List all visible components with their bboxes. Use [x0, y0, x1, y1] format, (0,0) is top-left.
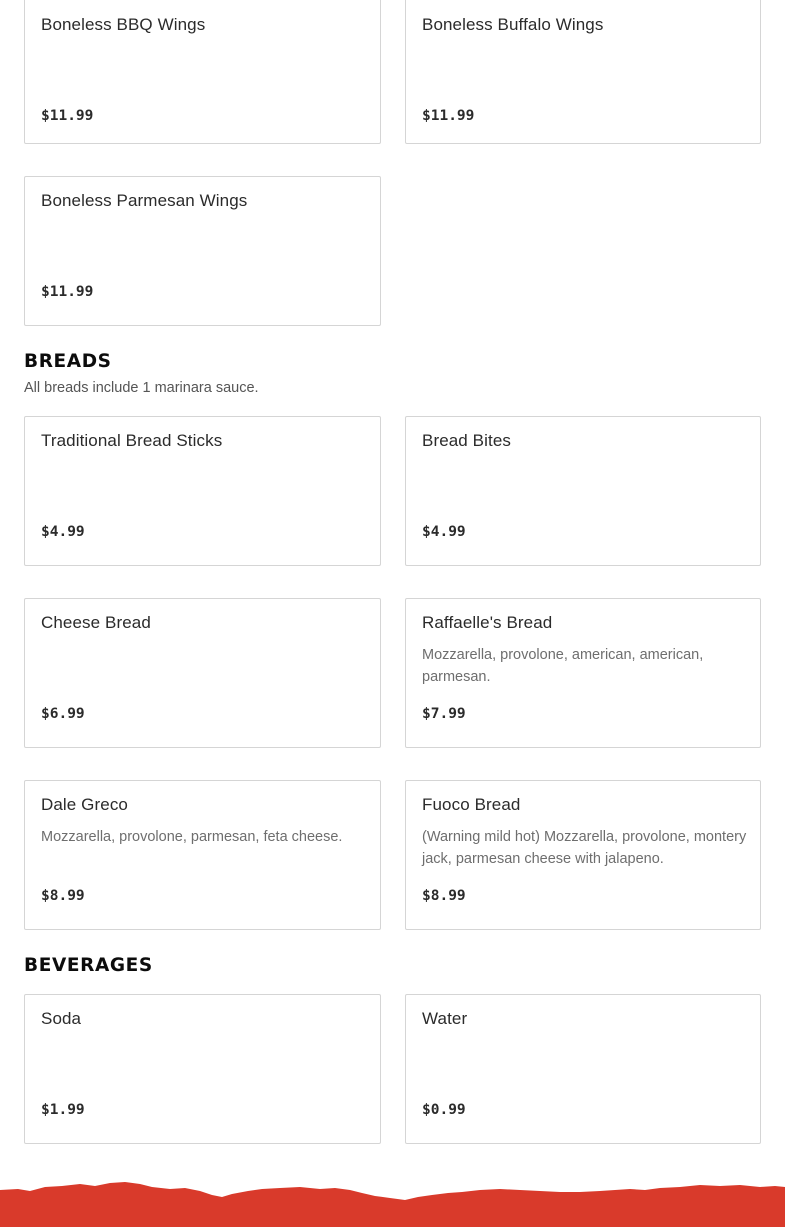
item-price: $8.99	[422, 888, 466, 904]
item-name: Raffaelle's Bread	[422, 613, 553, 632]
menu-item-card[interactable]	[24, 176, 381, 326]
item-name: Boneless BBQ Wings	[41, 15, 206, 34]
item-price: $11.99	[41, 284, 94, 300]
menu-item-card[interactable]	[405, 0, 761, 144]
menu-item-card[interactable]	[24, 780, 381, 930]
item-price: $1.99	[41, 1102, 85, 1118]
menu-item-card[interactable]	[24, 0, 381, 144]
menu-item-card[interactable]	[405, 780, 761, 930]
item-price: $11.99	[422, 108, 475, 124]
item-name: Water	[422, 1009, 468, 1028]
item-description: Mozzarella, provolone, parmesan, feta cheese.	[41, 829, 343, 845]
menu-item-card[interactable]	[24, 994, 381, 1144]
item-name: Boneless Parmesan Wings	[41, 191, 248, 210]
item-price: $0.99	[422, 1102, 466, 1118]
item-description: Mozzarella, provolone, american, american, parmesan.	[422, 647, 704, 685]
item-name: Boneless Buffalo Wings	[422, 15, 604, 34]
footer-band-shape	[0, 1182, 785, 1227]
item-name: Dale Greco	[41, 795, 128, 814]
section-note-breads: All breads include 1 marinara sauce.	[24, 380, 259, 396]
item-price: $4.99	[422, 524, 466, 540]
section-title-breads: BREADS	[24, 351, 112, 372]
item-name: Bread Bites	[422, 431, 511, 450]
section-title-beverages: BEVERAGES	[24, 955, 153, 976]
item-price: $11.99	[41, 108, 94, 124]
item-price: $6.99	[41, 706, 85, 722]
item-description: (Warning mild hot) Mozzarella, provolone, montery jack, parmesan cheese with jalapeno.	[422, 829, 747, 867]
menu-item-card[interactable]	[24, 598, 381, 748]
menu-item-card[interactable]	[405, 598, 761, 748]
menu-item-card[interactable]	[405, 994, 761, 1144]
item-price: $4.99	[41, 524, 85, 540]
menu-item-card[interactable]	[24, 416, 381, 566]
item-price: $7.99	[422, 706, 466, 722]
item-name: Soda	[41, 1009, 82, 1028]
item-name: Traditional Bread Sticks	[41, 431, 223, 450]
item-name: Cheese Bread	[41, 613, 151, 632]
footer-torn-edge-band	[0, 1180, 785, 1227]
item-name: Fuoco Bread	[422, 795, 521, 814]
item-price: $8.99	[41, 888, 85, 904]
menu-item-card[interactable]	[405, 416, 761, 566]
